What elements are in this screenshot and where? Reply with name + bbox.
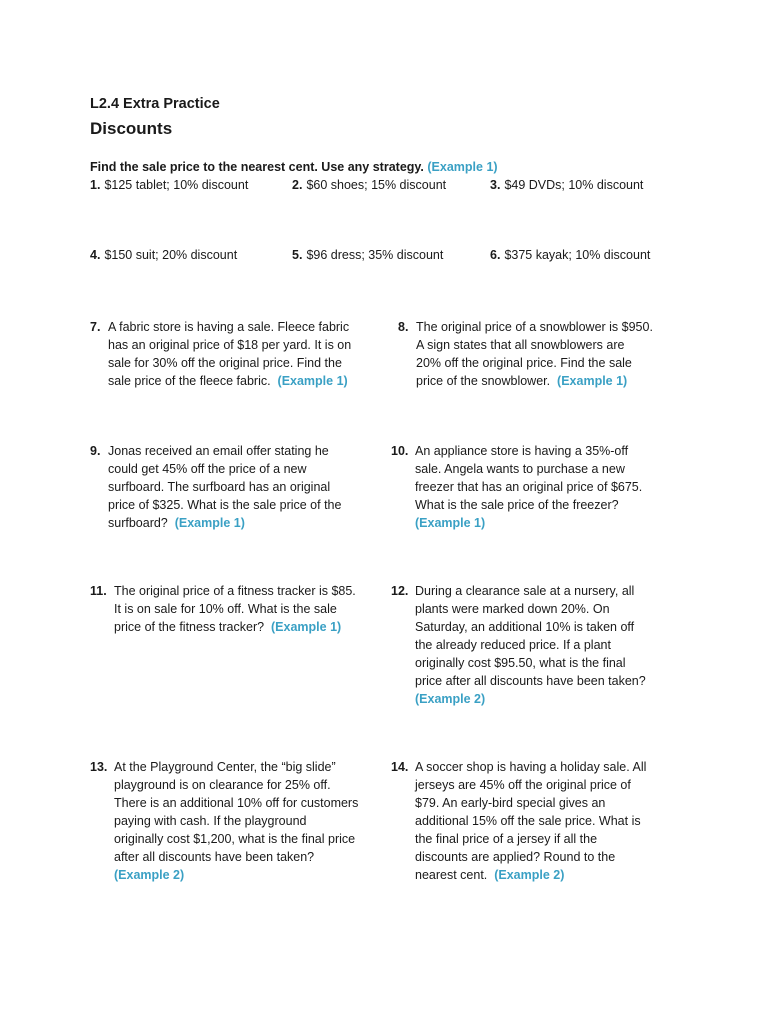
problem-number: 5. bbox=[292, 248, 303, 262]
example-link: (Example 2) bbox=[494, 868, 565, 882]
problem-text bbox=[114, 582, 380, 636]
example-link: (Example 1) bbox=[557, 374, 628, 388]
problem-line: has an original price of $18 per yard. It is on bbox=[108, 338, 352, 352]
problem-text bbox=[415, 582, 671, 708]
problem-line: plants were marked down 20%. On bbox=[415, 602, 610, 616]
problem-line: It is on sale for 10% off. What is the sale bbox=[114, 602, 337, 616]
problem-12 bbox=[391, 582, 671, 708]
example-link: (Example 1) bbox=[271, 620, 342, 634]
problem-number: 13. bbox=[90, 760, 108, 774]
problem-13 bbox=[90, 758, 380, 884]
example-link: (Example 1) bbox=[277, 374, 348, 388]
problem-6 bbox=[490, 248, 650, 262]
problem-text bbox=[114, 758, 380, 884]
problem-line: additional 15% off the sale price. What is bbox=[415, 814, 641, 828]
problem-8 bbox=[398, 318, 668, 390]
problem-line: There is an additional 10% off for customers bbox=[114, 796, 359, 810]
problem-text: $49 DVDs; 10% discount bbox=[504, 178, 644, 192]
problem-line: The original price of a fitness tracker is $85. bbox=[114, 584, 356, 598]
problem-7 bbox=[90, 318, 370, 390]
problem-2 bbox=[292, 178, 446, 192]
problem-line: freezer that has an original price of $675. bbox=[415, 480, 643, 494]
problem-number: 11. bbox=[90, 584, 107, 598]
problem-4 bbox=[90, 248, 237, 262]
instructions-example-link: (Example 1) bbox=[427, 160, 498, 174]
example-link: (Example 1) bbox=[174, 516, 245, 530]
problem-line: after all discounts have been taken? bbox=[114, 850, 315, 864]
problem-text: $60 shoes; 15% discount bbox=[306, 178, 447, 192]
example-link: (Example 2) bbox=[415, 692, 486, 706]
lesson-label: L2.4 Extra Practice bbox=[90, 96, 220, 112]
problem-number: 12. bbox=[391, 584, 409, 598]
instructions bbox=[90, 160, 498, 174]
problem-line: sale price of the fleece fabric. (Example 1) bbox=[108, 374, 348, 388]
problem-line: originally cost $95.50, what is the final bbox=[415, 656, 626, 670]
problem-number: 8. bbox=[398, 320, 409, 334]
problem-text bbox=[415, 442, 671, 532]
problem-line: surfboard? (Example 1) bbox=[108, 516, 245, 530]
problem-line: At the Playground Center, the “big slide” bbox=[114, 760, 336, 774]
problem-number: 4. bbox=[90, 248, 101, 262]
problem-text: $375 kayak; 10% discount bbox=[504, 248, 651, 262]
problem-text bbox=[108, 442, 370, 532]
problem-line: the final price of a jersey if all the bbox=[415, 832, 598, 846]
problem-line: originally cost $1,200, what is the final price bbox=[114, 832, 356, 846]
problem-line: Jonas received an email offer stating he bbox=[108, 444, 329, 458]
problem-line: Saturday, an additional 10% is taken off bbox=[415, 620, 635, 634]
problem-number: 7. bbox=[90, 320, 101, 334]
problem-number: 9. bbox=[90, 444, 101, 458]
problem-number: 6. bbox=[490, 248, 501, 262]
problem-line: The original price of a snowblower is $950. bbox=[416, 320, 653, 334]
problem-text bbox=[108, 318, 370, 390]
problem-text: $125 tablet; 10% discount bbox=[104, 178, 249, 192]
problem-number: 3. bbox=[490, 178, 501, 192]
example-link: (Example 2) bbox=[114, 868, 185, 882]
problem-line: playground is on clearance for 25% off. bbox=[114, 778, 331, 792]
problem-line: surfboard. The surfboard has an original bbox=[108, 480, 331, 494]
problem-line: During a clearance sale at a nursery, all bbox=[415, 584, 635, 598]
problem-text: $150 suit; 20% discount bbox=[104, 248, 238, 262]
page-title: Discounts bbox=[90, 119, 173, 138]
problem-line: price of the snowblower. (Example 1) bbox=[416, 374, 628, 388]
problem-line: paying with cash. If the playground bbox=[114, 814, 307, 828]
problem-14 bbox=[391, 758, 671, 884]
problem-line: price after all discounts have been taken? bbox=[415, 674, 646, 688]
problem-5 bbox=[292, 248, 443, 262]
problem-line: could get 45% off the price of a new bbox=[108, 462, 307, 476]
problem-text bbox=[415, 758, 671, 884]
problem-1 bbox=[90, 178, 248, 192]
problem-line: $79. An early-bird special gives an bbox=[415, 796, 606, 810]
problem-line: What is the sale price of the freezer? bbox=[415, 498, 619, 512]
instructions-text: Find the sale price to the nearest cent. Use any strategy. bbox=[90, 160, 424, 174]
problem-number: 10. bbox=[391, 444, 409, 458]
problem-line: A sign states that all snowblowers are bbox=[416, 338, 625, 352]
problem-line: price of $325. What is the sale price of the bbox=[108, 498, 342, 512]
problem-9 bbox=[90, 442, 370, 532]
problem-3 bbox=[490, 178, 643, 192]
problem-line: sale. Angela wants to purchase a new bbox=[415, 462, 625, 476]
problem-number: 14. bbox=[391, 760, 409, 774]
problem-number: 1. bbox=[90, 178, 101, 192]
problem-line: An appliance store is having a 35%-off bbox=[415, 444, 629, 458]
problem-line: sale for 30% off the original price. Find the bbox=[108, 356, 342, 370]
problem-line: the already reduced price. If a plant bbox=[415, 638, 611, 652]
problem-number: 2. bbox=[292, 178, 303, 192]
problem-line: A fabric store is having a sale. Fleece fabric bbox=[108, 320, 350, 334]
problem-line: 20% off the original price. Find the sale bbox=[416, 356, 632, 370]
problem-line: price of the fitness tracker? (Example 1) bbox=[114, 620, 342, 634]
problem-line: nearest cent. (Example 2) bbox=[415, 868, 565, 882]
problem-11 bbox=[90, 582, 380, 636]
problem-line: A soccer shop is having a holiday sale. All bbox=[415, 760, 647, 774]
problem-text bbox=[416, 318, 668, 390]
problem-10 bbox=[391, 442, 671, 532]
problem-line: jerseys are 45% off the original price of bbox=[415, 778, 631, 792]
problem-line: discounts are applied? Round to the bbox=[415, 850, 616, 864]
example-link: (Example 1) bbox=[415, 516, 486, 530]
problem-text: $96 dress; 35% discount bbox=[306, 248, 444, 262]
